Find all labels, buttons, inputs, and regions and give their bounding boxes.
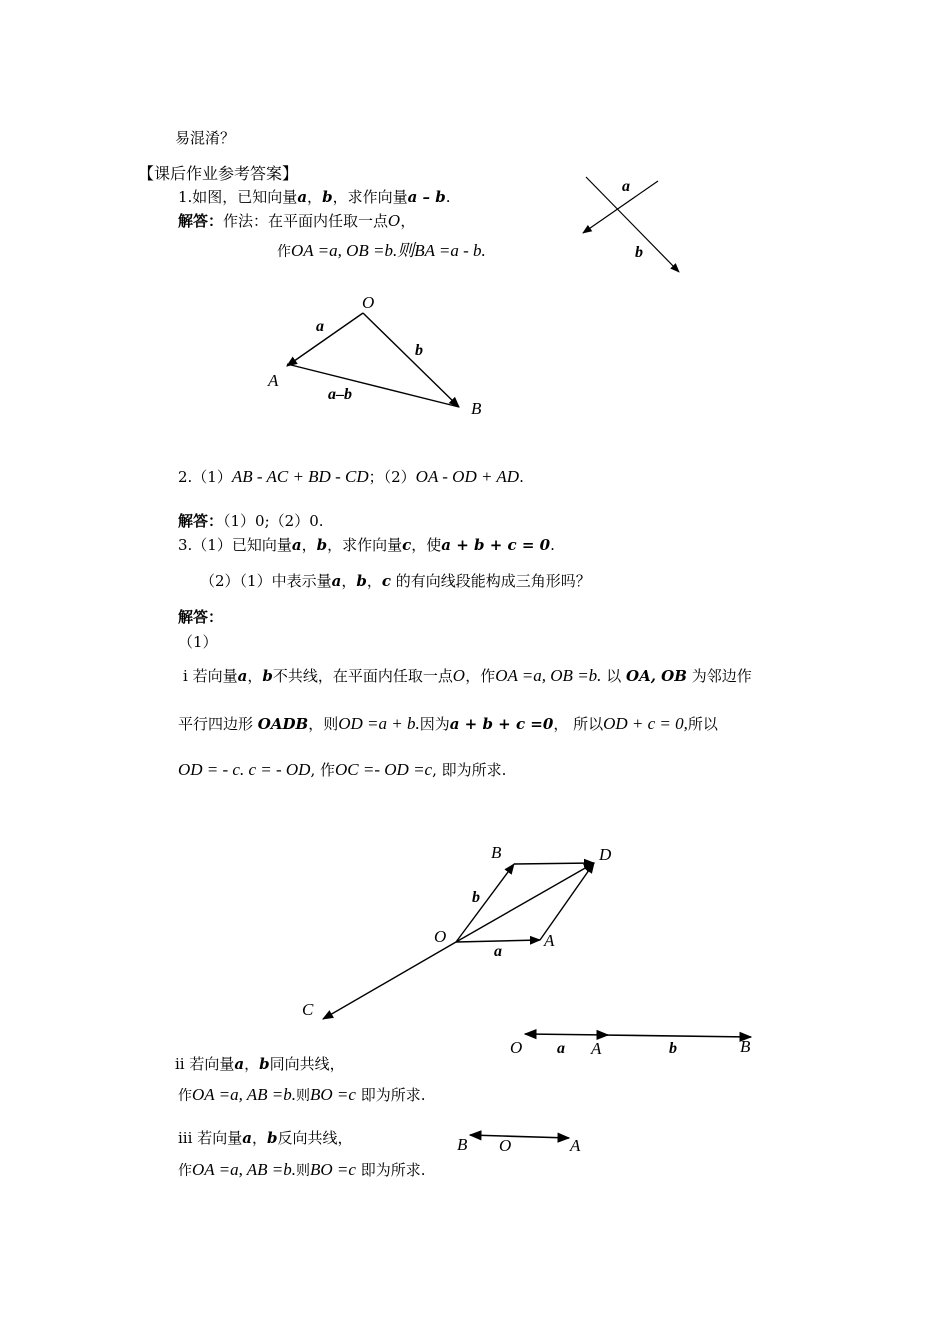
label-b: b	[415, 342, 423, 359]
label-a: a	[316, 318, 324, 335]
label-a-minus-b: a–b	[328, 386, 352, 403]
q3-answer-label: 解答：	[178, 608, 224, 626]
point-B: B	[471, 399, 482, 418]
q2-expr2: OA - OD + AD	[415, 467, 520, 486]
label-a: a	[622, 178, 630, 195]
point-A: A	[570, 1136, 581, 1155]
case-ii-line2: 作OA =a, AB =b.则BO =c 即为所求.	[178, 1085, 426, 1104]
label-b: b	[669, 1040, 677, 1057]
point-A: A	[544, 931, 555, 950]
point-O: O	[362, 293, 375, 312]
case-ii-line1: ii 若向量a，b同向共线，	[175, 1055, 345, 1073]
q3-part1-prompt: 3.（1）已知向量a，b，求作向量c，使a + b + c = 0.	[178, 536, 555, 554]
point-O: O	[510, 1038, 523, 1057]
label-b: b	[635, 244, 643, 261]
label-b: b	[472, 889, 480, 906]
point-B: B	[740, 1037, 751, 1056]
point-C: C	[302, 1000, 314, 1019]
q1-prompt: 1.如图，已知向量a，b，求作向量a – b.	[178, 188, 451, 206]
label-a: a	[494, 943, 502, 960]
case-i-line2: 平行四边形 OADB，则OD =a + b.因为a + b + c =0， 所以OD + c = 0,所以	[178, 714, 718, 733]
label-a: a	[557, 1040, 565, 1057]
vector-OA	[503, 1136, 569, 1138]
q2-expr1: AB - AC + BD - CD	[231, 467, 369, 486]
point-A: A	[268, 371, 279, 390]
case-i-line3: OD = - c. c = - OD, 作OC =- OD =c, 即为所求.	[178, 760, 507, 779]
q3-answer-part1: （1）	[178, 633, 218, 651]
q3-equation: a + b + c = 0	[441, 536, 551, 554]
q1-construction: 作OA =a, OB =b.则BA =a - b.	[277, 241, 486, 260]
q1-formula: OA =a, OB =b.则BA =a - b.	[291, 241, 486, 260]
q1-answer: 解答：作法：在平面内任取一点O，	[178, 212, 416, 230]
case-iii-line2: 作OA =a, AB =b.则BO =c 即为所求.	[178, 1160, 426, 1179]
q3-part2-prompt: （2）（1）中表示量a，b，c 的有向线段能构成三角形吗？	[200, 572, 591, 590]
point-D: D	[599, 845, 612, 864]
point-B: B	[491, 843, 502, 862]
point-O: O	[499, 1136, 512, 1155]
top-fragment: 易混淆？	[175, 129, 236, 147]
q2-answer: 解答：（1）0;（2）0.	[178, 512, 324, 530]
point-B: B	[457, 1135, 468, 1154]
point-O: O	[434, 927, 447, 946]
point-A: A	[591, 1039, 602, 1058]
case-i-line: i 若向量a，b不共线，在平面内任取一点O，作OA =a, OB =b. 以 OA, OB 为邻边作	[183, 666, 752, 685]
section-title: 【课后作业参考答案】	[138, 164, 299, 183]
case-iii-line1: iii 若向量a，b反向共线，	[178, 1129, 353, 1147]
q2-prompt: 2.（1）AB - AC + BD - CD；（2）OA - OD + AD.	[178, 467, 524, 486]
